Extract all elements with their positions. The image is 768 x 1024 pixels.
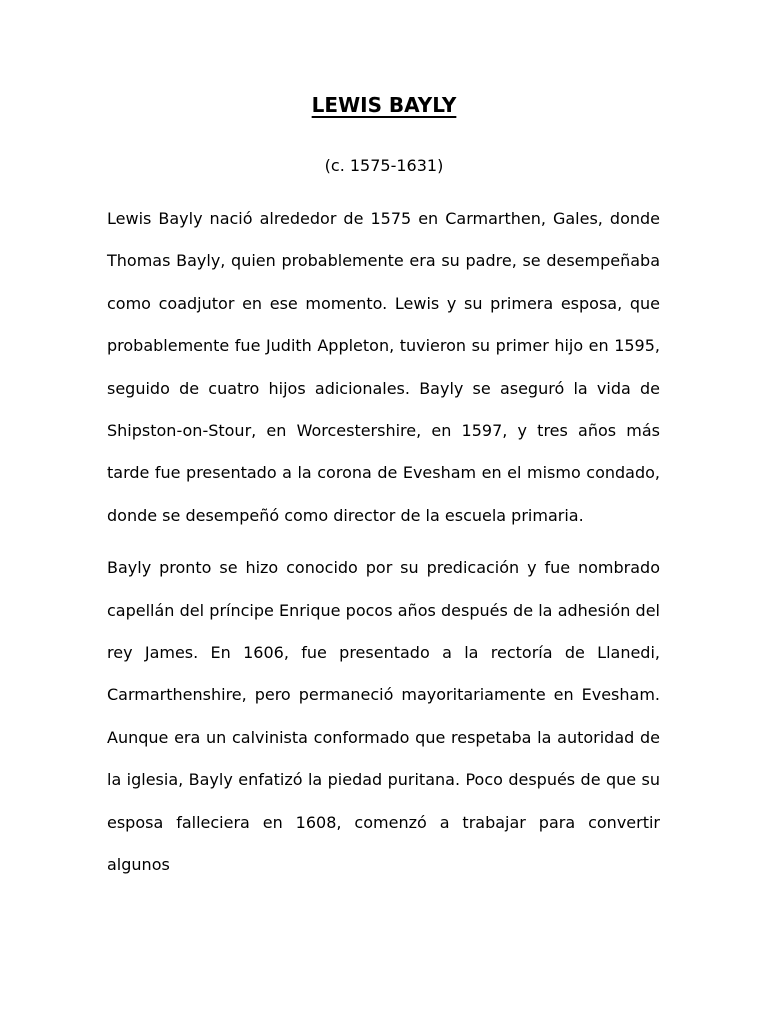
document-body [107,198,660,887]
paragraph-1: Lewis Bayly nació alrededor de 1575 en Carmarthen, Gales, donde Thomas Bayly, quien probablemente era su padre, se desempeñaba como coadjutor en ese momento. Lewis y su primera esposa, que probablemente fue Judith Appleton, tuvieron su primer hijo en 1595, seguido de cuatro hijos adicionales. Bayly se aseguró la vida de Shipston-on-Stour, en Worcestershire, en 1597, y tres años más tarde fue presentado a la corona de Evesham en el mismo condado, donde se desempeñó como director de la escuela primaria. [107,209,660,525]
document-title: LEWIS BAYLY [311,93,457,117]
paragraph-2: Bayly pronto se hizo conocido por su predicación y fue nombrado capellán del príncipe Enrique pocos años después de la adhesión del rey James. En 1606, fue presentado a la rectoría de Llanedi, Carmarthenshire, pero permaneció mayoritariamente en Evesham. Aunque era un calvinista conformado que respetaba la autoridad de la iglesia, Bayly enfatizó la piedad puritana. Poco después de que su esposa falleciera en 1608, comenzó a trabajar para convertir algunos [107,558,660,875]
document-dates: (c. 1575-1631) [324,156,444,175]
